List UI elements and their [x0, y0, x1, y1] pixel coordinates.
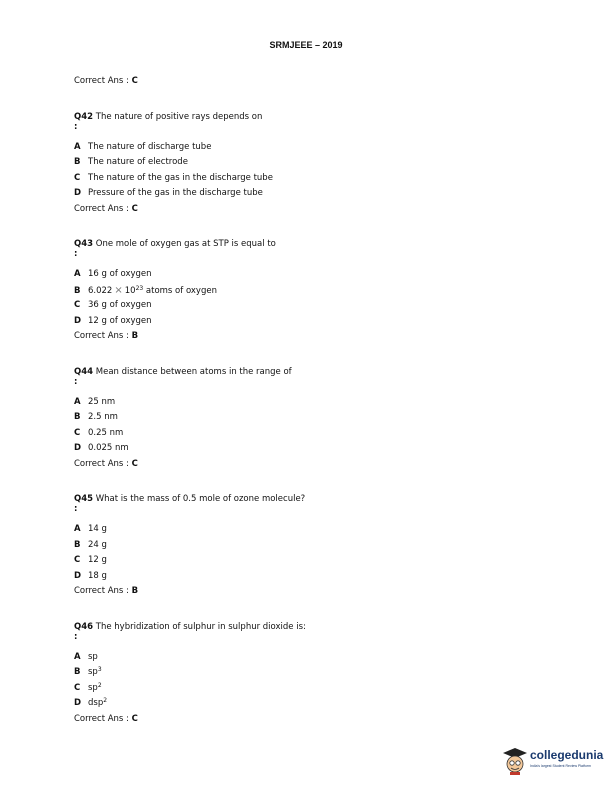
answer-value: C: [131, 458, 138, 469]
option-a: [74, 395, 534, 411]
option-text: 25 nm: [88, 396, 116, 407]
option-c: [74, 426, 534, 442]
answer-label: Correct Ans :: [74, 713, 129, 724]
option-base: sp: [88, 682, 98, 693]
option-letter: B: [74, 412, 81, 422]
option-b: [74, 283, 534, 299]
question-number: Q44: [74, 366, 94, 377]
question-list: [74, 112, 534, 728]
option-letter: D: [74, 188, 82, 198]
question-colon: :: [74, 249, 78, 259]
option-letter: B: [74, 667, 81, 677]
option-letter: A: [74, 269, 81, 279]
option-text: 18 g: [88, 570, 107, 581]
option-letter: C: [74, 427, 81, 438]
option-letter: B: [74, 539, 81, 550]
question-number: Q45: [74, 494, 94, 504]
question-number: Q42: [74, 111, 94, 122]
correct-answer: [74, 584, 534, 600]
option-d: [74, 441, 534, 457]
answer-label: Correct Ans :: [74, 586, 129, 596]
option-b: [74, 155, 534, 171]
option-base: 10: [124, 285, 136, 296]
question-block: [74, 112, 534, 218]
option-b: [74, 538, 534, 554]
question-text: Mean distance between atoms in the range of: [95, 366, 292, 377]
option-letter: C: [74, 555, 81, 565]
option-exponent: 2: [97, 681, 102, 689]
question-text: One mole of oxygen gas at STP is equal to: [95, 239, 276, 249]
question-title: [74, 239, 534, 250]
option-d: [74, 569, 534, 585]
question-number: Q46: [74, 621, 94, 632]
option-a: [74, 650, 534, 666]
option-text: 16 g of oxygen: [88, 269, 152, 279]
option-text: The nature of discharge tube: [88, 141, 212, 152]
option-letter: D: [74, 570, 82, 581]
answer-value: B: [131, 586, 139, 596]
question-block: [74, 239, 534, 345]
option-letter: A: [74, 524, 81, 534]
question-colon: :: [74, 121, 78, 132]
option-base: dsp: [88, 698, 104, 708]
logo-tagline: India's largest Student Review Platform: [530, 764, 591, 768]
option-c: [74, 681, 534, 697]
correct-answer: [74, 202, 534, 218]
option-letter: A: [74, 396, 81, 407]
option-letter: C: [74, 300, 81, 310]
question-colon: :: [74, 376, 78, 387]
answer-label: Correct Ans :: [74, 331, 129, 341]
option-a: [74, 267, 534, 283]
option-base: sp: [88, 651, 98, 662]
option-text: 12 g of oxygen: [88, 315, 152, 326]
option-letter: D: [74, 315, 82, 326]
option-text: 0.25 nm: [88, 427, 124, 438]
answer-label: Correct Ans :: [74, 203, 129, 214]
question-title: [74, 494, 534, 505]
page-header: SRMJEEE – 2019: [269, 40, 343, 50]
previous-answer: Correct Ans : C: [74, 76, 138, 86]
answer-value: C: [131, 713, 138, 724]
option-text: 6.022: [88, 285, 113, 296]
correct-answer: [74, 329, 534, 345]
question-content: [74, 74, 534, 727]
option-exponent: 23: [135, 284, 144, 292]
graduate-mascot-icon: [502, 746, 528, 776]
option-letter: A: [74, 651, 81, 662]
option-text-post: atoms of oxygen: [145, 285, 217, 296]
correct-answer: [74, 457, 534, 473]
collegedunia-logo: [502, 744, 606, 778]
option-letter: B: [74, 157, 81, 167]
option-a: [74, 140, 534, 156]
question-title: [74, 112, 534, 123]
answer-value: B: [131, 331, 139, 341]
option-letter: B: [74, 285, 81, 296]
option-d: [74, 314, 534, 330]
option-letter: D: [74, 443, 82, 453]
answer-label: Correct Ans :: [74, 458, 129, 469]
question-block: [74, 367, 534, 473]
option-c: [74, 553, 534, 569]
option-text: 36 g of oxygen: [88, 300, 152, 310]
logo-name: collegedunia: [530, 748, 604, 762]
option-b: [74, 410, 534, 426]
option-exponent: 2: [103, 697, 108, 704]
option-letter: A: [74, 141, 81, 152]
option-d: [74, 186, 534, 202]
correct-answer: [74, 712, 534, 728]
option-c: [74, 171, 534, 187]
question-colon: :: [74, 631, 78, 642]
question-text: What is the mass of 0.5 mole of ozone molecule?: [95, 494, 306, 504]
question-colon: :: [74, 504, 78, 514]
question-title: [74, 622, 534, 633]
question-text: The nature of positive rays depends on: [95, 111, 263, 122]
option-b: [74, 665, 534, 681]
question-text: The hybridization of sulphur in sulphur dioxide is:: [95, 621, 306, 632]
option-c: [74, 298, 534, 314]
option-text: 14 g: [88, 524, 107, 534]
option-base: sp: [88, 667, 98, 677]
option-text: 12 g: [88, 555, 107, 565]
question-block: [74, 494, 534, 600]
option-text: 24 g: [88, 539, 107, 550]
option-text: 2.5 nm: [88, 412, 118, 422]
times-icon: ×: [114, 284, 123, 296]
option-letter: D: [74, 698, 82, 708]
option-letter: C: [74, 682, 81, 693]
option-exponent: 3: [97, 666, 102, 673]
option-letter: C: [74, 172, 81, 183]
option-text: The nature of electrode: [88, 157, 188, 167]
option-text: Pressure of the gas in the discharge tube: [88, 188, 263, 198]
option-text: The nature of the gas in the discharge tube: [88, 172, 273, 183]
option-text: 0.025 nm: [88, 443, 129, 453]
question-number: Q43: [74, 239, 94, 249]
option-a: [74, 522, 534, 538]
option-d: [74, 696, 534, 712]
question-title: [74, 367, 534, 378]
question-block: [74, 622, 534, 728]
answer-value: C: [131, 203, 138, 214]
